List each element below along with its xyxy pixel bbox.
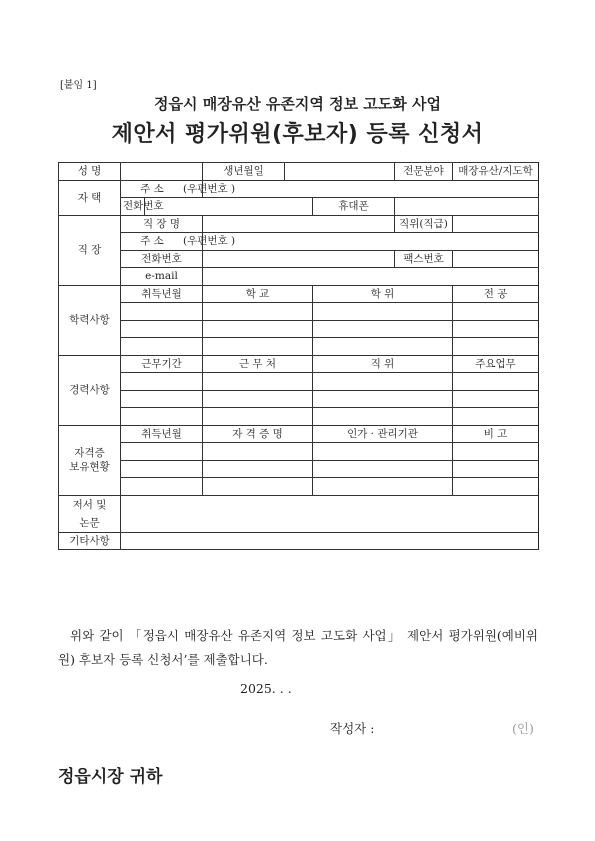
other-value[interactable] — [121, 532, 539, 550]
career-row — [59, 390, 539, 408]
career-row — [59, 408, 539, 426]
career-cell[interactable] — [453, 408, 539, 426]
edu-cell[interactable] — [313, 320, 453, 338]
career-cell[interactable] — [313, 373, 453, 391]
position-label: 직위(직급) — [395, 215, 453, 233]
other-label: 기타사항 — [59, 532, 121, 550]
edu-row — [59, 338, 539, 356]
statement-paragraph: 위와 같이 「정읍시 매장유산 유존지역 정보 고도화 사업」 제안서 평가위원(예비위원) 후보자 등록 신청서’를 제출합니다. — [58, 628, 538, 667]
work-name-label: 직 장 명 — [121, 215, 203, 233]
edu-header-date: 취득년월 — [121, 285, 203, 303]
career-cell[interactable] — [203, 390, 313, 408]
home-address-label: 주 소 — [140, 182, 164, 195]
cert-cell[interactable] — [313, 478, 453, 496]
home-address-cell — [121, 180, 236, 198]
career-cell[interactable] — [313, 408, 453, 426]
birth-label: 생년월일 — [203, 163, 285, 181]
edu-cell[interactable] — [121, 320, 203, 338]
edu-cell[interactable] — [203, 338, 313, 356]
edu-cell[interactable] — [203, 303, 313, 321]
edu-header-degree: 학 위 — [313, 285, 453, 303]
career-cell[interactable] — [203, 408, 313, 426]
books-value[interactable] — [121, 495, 539, 532]
mobile-value[interactable] — [395, 198, 539, 216]
career-cell[interactable] — [203, 373, 313, 391]
application-form-table — [58, 162, 539, 550]
edu-header-major: 전 공 — [453, 285, 539, 303]
home-phone-value[interactable] — [145, 198, 313, 216]
home-zip: (우편번호 ) — [183, 182, 236, 195]
cert-cell[interactable] — [453, 460, 539, 478]
work-phone-label: 전화번호 — [121, 250, 203, 268]
name-value[interactable] — [121, 163, 203, 181]
career-cell[interactable] — [121, 373, 203, 391]
career-cell[interactable] — [121, 390, 203, 408]
books-label-line2: 논문 — [79, 516, 100, 529]
work-zip: (우편번호 ) — [183, 235, 236, 248]
author-label: 작성자 : — [330, 721, 375, 736]
cert-cell[interactable] — [453, 478, 539, 496]
cert-row — [59, 460, 539, 478]
edu-cell[interactable] — [313, 338, 453, 356]
work-address-label: 주 소 — [140, 235, 164, 248]
cert-label-line2: 보유현황 — [69, 461, 110, 473]
addressee: 정읍시장 귀하 — [58, 767, 163, 787]
fax-label: 팩스번호 — [395, 250, 453, 268]
fax-value[interactable] — [453, 250, 539, 268]
career-header-period: 근무기간 — [121, 355, 203, 373]
email-value[interactable] — [203, 268, 539, 286]
field-label: 전문분야 — [395, 163, 453, 181]
home-phone-label: 전화번호 — [121, 198, 145, 216]
cert-header-note: 비 고 — [453, 425, 539, 443]
edu-cell[interactable] — [121, 338, 203, 356]
work-label: 직 장 — [59, 215, 121, 285]
career-cell[interactable] — [313, 390, 453, 408]
field-value[interactable]: 매장유산/지도학 — [453, 163, 539, 181]
mobile-label: 휴대폰 — [313, 198, 395, 216]
date-line: 2025. . . — [240, 681, 292, 696]
title-line-1: 정읍시 매장유산 유존지역 정보 고도화 사업 — [154, 95, 441, 113]
edu-cell[interactable] — [453, 303, 539, 321]
cert-cell[interactable] — [313, 443, 453, 461]
position-value[interactable] — [453, 215, 539, 233]
cert-label-line1: 자격증 — [74, 447, 105, 459]
career-cell[interactable] — [453, 390, 539, 408]
cert-cell[interactable] — [121, 460, 203, 478]
edu-cell[interactable] — [121, 303, 203, 321]
career-header-duties: 주요업무 — [453, 355, 539, 373]
edu-cell[interactable] — [453, 320, 539, 338]
career-cell[interactable] — [453, 373, 539, 391]
career-header-workplace: 근 무 처 — [203, 355, 313, 373]
edu-cell[interactable] — [313, 303, 453, 321]
work-phone-value[interactable] — [203, 250, 395, 268]
cert-cell[interactable] — [313, 460, 453, 478]
edu-header-school: 학 교 — [203, 285, 313, 303]
work-address-value[interactable] — [203, 233, 539, 251]
seal-mark: (인) — [512, 721, 534, 736]
education-label: 학력사항 — [59, 285, 121, 355]
cert-cell[interactable] — [203, 460, 313, 478]
home-label: 자 택 — [59, 180, 121, 215]
cert-cell[interactable] — [203, 443, 313, 461]
home-address-value[interactable] — [203, 180, 539, 198]
cert-cell[interactable] — [203, 478, 313, 496]
books-label — [59, 495, 121, 532]
birth-value[interactable] — [285, 163, 395, 181]
edu-row — [59, 320, 539, 338]
books-label-line1: 저서 및 — [72, 498, 107, 511]
edu-cell[interactable] — [203, 320, 313, 338]
attachment-label: [붙임 1] — [60, 80, 97, 91]
name-label: 성 명 — [59, 163, 121, 181]
cert-label — [59, 425, 121, 495]
work-name-value[interactable] — [203, 215, 395, 233]
cert-cell[interactable] — [121, 478, 203, 496]
cert-header-date: 취득년월 — [121, 425, 203, 443]
cert-header-authority: 인가 · 관리기관 — [313, 425, 453, 443]
cert-header-name: 자 격 증 명 — [203, 425, 313, 443]
edu-cell[interactable] — [453, 338, 539, 356]
work-address-cell — [121, 233, 236, 251]
career-header-position: 직 위 — [313, 355, 453, 373]
email-label: e-mail — [121, 268, 203, 286]
cert-row — [59, 478, 539, 496]
career-label: 경력사항 — [59, 355, 121, 425]
cert-row — [59, 443, 539, 461]
title-line-2: 제안서 평가위원(후보자) 등록 신청서 — [111, 122, 484, 147]
cert-cell[interactable] — [453, 443, 539, 461]
edu-row — [59, 303, 539, 321]
career-cell[interactable] — [121, 408, 203, 426]
cert-cell[interactable] — [121, 443, 203, 461]
career-row — [59, 373, 539, 391]
